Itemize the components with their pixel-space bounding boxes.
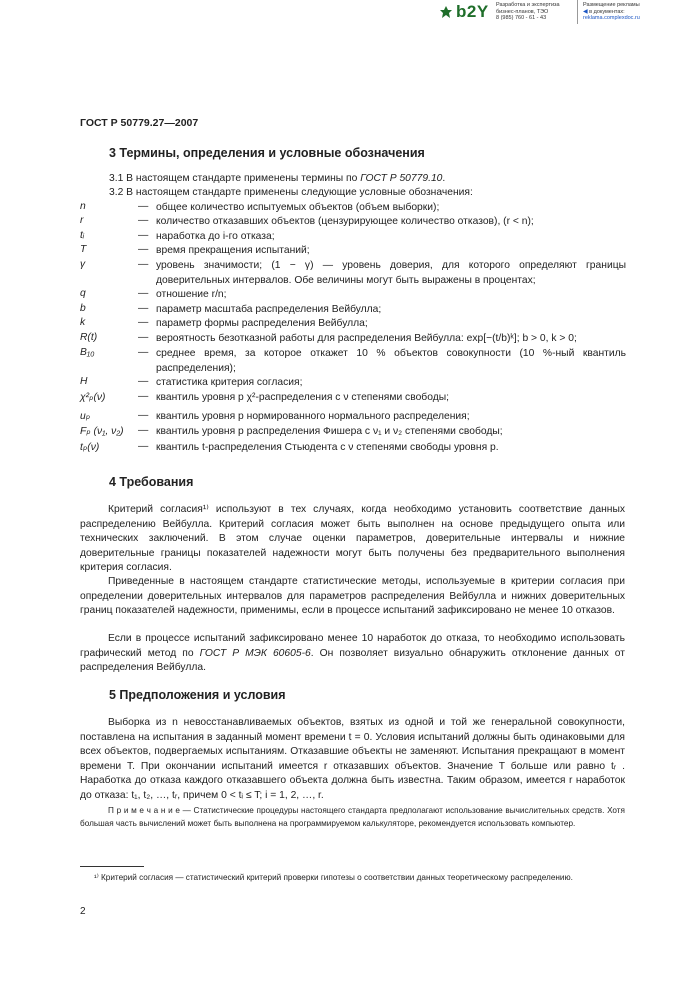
symbol: R(t) (80, 332, 98, 343)
ad-column-ads[interactable]: Размещение рекламы ◀ в документах: reklama.complexdoc.ru (583, 2, 699, 22)
symbol: r (80, 215, 84, 226)
dash: — (138, 376, 149, 387)
symbol-definition: среднее время, за которое откажет 10 % объектов совокупности (10 %-ный квантиль распределения); (156, 348, 626, 374)
symbol-definition: наработка до i-го отказа; (156, 231, 275, 242)
dash: — (138, 303, 149, 314)
symbol: tᵢ (80, 230, 85, 241)
ad-column-services[interactable]: Разработка и экспертиза бизнес-планов, ТЭО 8 (985) 760 - 61 - 43 (496, 2, 560, 22)
section-4-heading: 4 Требования (109, 475, 194, 489)
ad-link[interactable]: reklama.complexdoc.ru (583, 15, 640, 22)
symbol-definition: квантиль уровня p нормированного нормального распределения; (156, 411, 470, 422)
dash: — (138, 410, 149, 421)
b2y-logo[interactable] (439, 2, 489, 22)
symbol: b (80, 303, 86, 314)
symbol-definition: общее количество испытуемых объектов (объем выборки); (156, 202, 440, 213)
symbol: tₚ(ν) (80, 442, 100, 453)
dash: — (138, 332, 149, 343)
symbol-definition: квантиль уровня p распределения Фишера с ν₁ и ν₂ степенями свободы; (156, 426, 503, 437)
symbol: k (80, 317, 86, 328)
sec4-paragraph-1: Критерий согласия¹⁾ используют в тех случаях, когда необходимо установить соответствие данных распределению Вейбулла. Критерий согласия может быть выполнен на основе предыдущего опыта или технических заключений. В этом случае оценки параметров, доверительные интервалы и нижние доверительные границы показателей надежности могут быть получены без предварительного выполнения критерия согласия. (80, 504, 625, 573)
dash: — (138, 215, 149, 226)
symbol-definition: время прекращения испытаний; (156, 245, 310, 256)
dash: — (138, 391, 149, 402)
dash: — (138, 317, 149, 328)
symbol: T (80, 244, 87, 255)
clause-3-1: 3.1 В настоящем стандарте применены термины по ГОСТ Р 50779.10. (109, 173, 446, 184)
arrow-left-icon: ◀ (583, 8, 588, 15)
dash: — (138, 230, 149, 241)
symbol: q (80, 288, 86, 299)
footnote-divider (80, 866, 144, 867)
dash: — (138, 201, 149, 212)
logo-text: b2Y (456, 2, 489, 21)
note: П р и м е ч а н и е — Статистические процедуры настоящего стандарта предполагают использование вычислительных средств. Хотя большая часть вычислений может быть выполнена на программируемом калькуляторе, рекомендуется использовать компьютер. (80, 806, 625, 828)
ref-link-iec[interactable]: ГОСТ Р МЭК 60605-6 (199, 647, 311, 659)
footnote: ¹⁾ Критерий согласия — статистический критерий проверки гипотезы о соответствии данных теоретическому распределению. (94, 873, 573, 882)
symbol: Fₚ (ν₁, ν₂) (80, 426, 124, 437)
symbol-definition: квантиль уровня p χ²-распределения с ν степенями свободы; (156, 392, 449, 403)
ad-divider (577, 0, 578, 24)
symbol: H (80, 376, 88, 387)
page-number: 2 (80, 906, 86, 917)
symbol: γ (80, 259, 86, 270)
symbol-definition: количество отказавших объектов (цензурирующее количество отказов), (r < n); (156, 216, 534, 227)
symbol-definition: параметр масштаба распределения Вейбулла; (156, 304, 382, 315)
dash: — (138, 441, 149, 452)
dash: — (138, 425, 149, 436)
symbol-definition: параметр формы распределения Вейбулла; (156, 318, 368, 329)
doc-title: ГОСТ Р 50779.27—2007 (80, 117, 199, 129)
clause-3-2: 3.2 В настоящем стандарте применены следующие условные обозначения: (109, 187, 473, 198)
symbol-definition: отношение r/n; (156, 289, 227, 300)
dash: — (138, 244, 149, 255)
sec4-paragraph-3: Если в процессе испытаний зафиксировано менее 10 наработок до отказа, то необходимо использовать графический метод по ГОСТ Р МЭК 60605-6. Он позволяет визуально обнаружить отклонение данных от распределения Вейбулла. (80, 633, 625, 673)
symbol-definition: статистика критерия согласия; (156, 377, 303, 388)
section-5-heading: 5 Предположения и условия (109, 688, 286, 702)
sec4-paragraph-2: Приведенные в настоящем стандарте статистические методы, используемые в критерии согласия при определении доверительных интервалов для параметров распределения Вейбулла и нижних доверительных границ показателей надежности, применимы, если в процессе испытаний зафиксировано не менее 10 отказов. (80, 576, 625, 616)
dash: — (138, 347, 149, 358)
symbol-definition: вероятность безотказной работы для распределения Вейбулла: exp[−(t/b)ᵏ]; b > 0, k > 0; (156, 333, 577, 344)
dash: — (138, 259, 149, 270)
ad-banner (439, 0, 699, 26)
symbol: χ²ₚ(ν) (80, 392, 106, 403)
section-3-heading: 3 Термины, определения и условные обозначения (109, 146, 425, 160)
symbol: n (80, 201, 86, 212)
leaf-icon (439, 5, 453, 19)
symbol: uₚ (80, 411, 91, 422)
sec5-paragraph-1: Выборка из n невосстанавливаемых объектов, взятых из одной и той же генеральной совокупности, поставлена на испытания в заданный момент времени t = 0. Условия испытаний должны быть одинаковыми для всех объектов, подвергаемых испытаниям. Отказавшие объекты не заменяют. Испытания прекращают в момент времени T. При окончании испытаний имеется r отказавших объектов. Значение T больше или равно tᵣ . Наработка до отказа каждого отказавшего объекта должна быть известна. Таким образом, имеется r наработок до отказа: t₁, t₂, …, tᵣ, причем 0 < tᵢ ≤ T; i = 1, 2, …, r. (80, 717, 625, 801)
symbol-definition: квантиль t-распределения Стьюдента с ν степенями свободы уровня p. (156, 442, 499, 453)
symbol-definition: уровень значимости; (1 − γ) — уровень доверия, для которого определяют границы доверительных интервалов. Обе величины могут быть выражены в процентах; (156, 260, 626, 286)
ref-link[interactable]: ГОСТ Р 50779.10 (360, 173, 443, 184)
symbol: B₁₀ (80, 347, 95, 358)
dash: — (138, 288, 149, 299)
